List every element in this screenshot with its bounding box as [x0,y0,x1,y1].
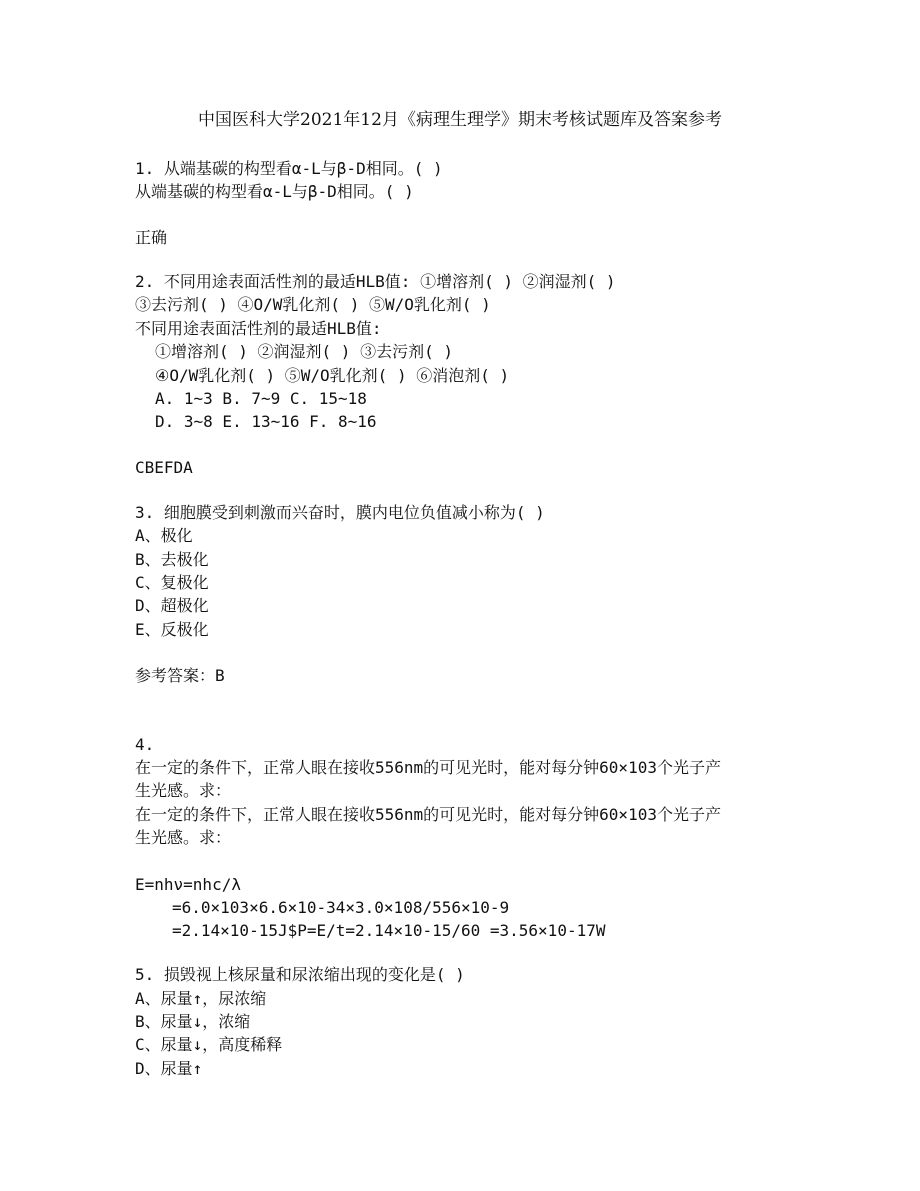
q2-answer: CBEFDA [135,458,193,477]
q3-option-a: A、极化 [135,526,193,545]
q5-stem: 5. 损毁视上核尿量和尿浓缩出现的变化是( ) [135,965,465,984]
q5-option-a: A、尿量↑，尿浓缩 [135,989,267,1008]
q1-stem: 1. 从端基碳的构型看α-L与β-D相同。( ) [135,159,443,178]
q5-option-b: B、尿量↓，浓缩 [135,1012,251,1031]
q2-repeat-line1: ①增溶剂( ) ②润湿剂( ) ③去污剂( ) [155,342,453,361]
q3-option-c: C、复极化 [135,573,209,592]
document-title: 中国医科大学2021年12月《病理生理学》期末考核试题库及答案参考 [198,110,722,130]
q4-solution-line2: =6.0×103×6.6×10-34×3.0×108/556×10-9 [172,898,510,917]
q2-repeat-line2: ④O/W乳化剂( ) ⑤W/O乳化剂( ) ⑥消泡剂( ) [155,366,510,385]
q4-solution-line1: E=nhν=nhc/λ [135,875,241,894]
q3-answer: 参考答案：B [135,666,225,685]
q4-repeat-line2: 生光感。求： [135,828,232,847]
q3-option-b: B、去极化 [135,550,209,569]
q5-option-c: C、尿量↓，高度稀释 [135,1035,283,1054]
q1-repeat: 从端基碳的构型看α-L与β-D相同。( ) [135,182,414,201]
q4-repeat-line1: 在一定的条件下，正常人眼在接收556nm的可见光时，能对每分钟60×103个光子产 [135,805,721,824]
q4-stem-line1: 在一定的条件下，正常人眼在接收556nm的可见光时，能对每分钟60×103个光子产 [135,758,721,777]
q3-option-e: E、反极化 [135,620,209,639]
q2-options-line1: A. 1~3 B. 7~9 C. 15~18 [155,389,367,408]
q2-stem-line2: ③去污剂( ) ④O/W乳化剂( ) ⑤W/O乳化剂( ) [135,295,491,314]
q4-number: 4. [135,735,155,754]
q1-answer: 正确 [135,228,168,247]
q3-stem: 3. 细胞膜受到刺激而兴奋时，膜内电位负值减小称为( ) [135,503,545,522]
q2-options-line2: D. 3~8 E. 13~16 F. 8~16 [155,412,377,431]
q4-stem-line2: 生光感。求： [135,781,232,800]
q3-option-d: D、超极化 [135,596,209,615]
q4-solution-line3: =2.14×10-15J$P=E/t=2.14×10-15/60 =3.56×10-17W [172,921,606,940]
q5-option-d: D、尿量↑ [135,1059,203,1078]
q2-repeat-intro: 不同用途表面活性剂的最适HLB值: [135,319,382,338]
q2-stem-line1: 2. 不同用途表面活性剂的最适HLB值: ①增溶剂( ) ②润湿剂( ) [135,272,616,291]
